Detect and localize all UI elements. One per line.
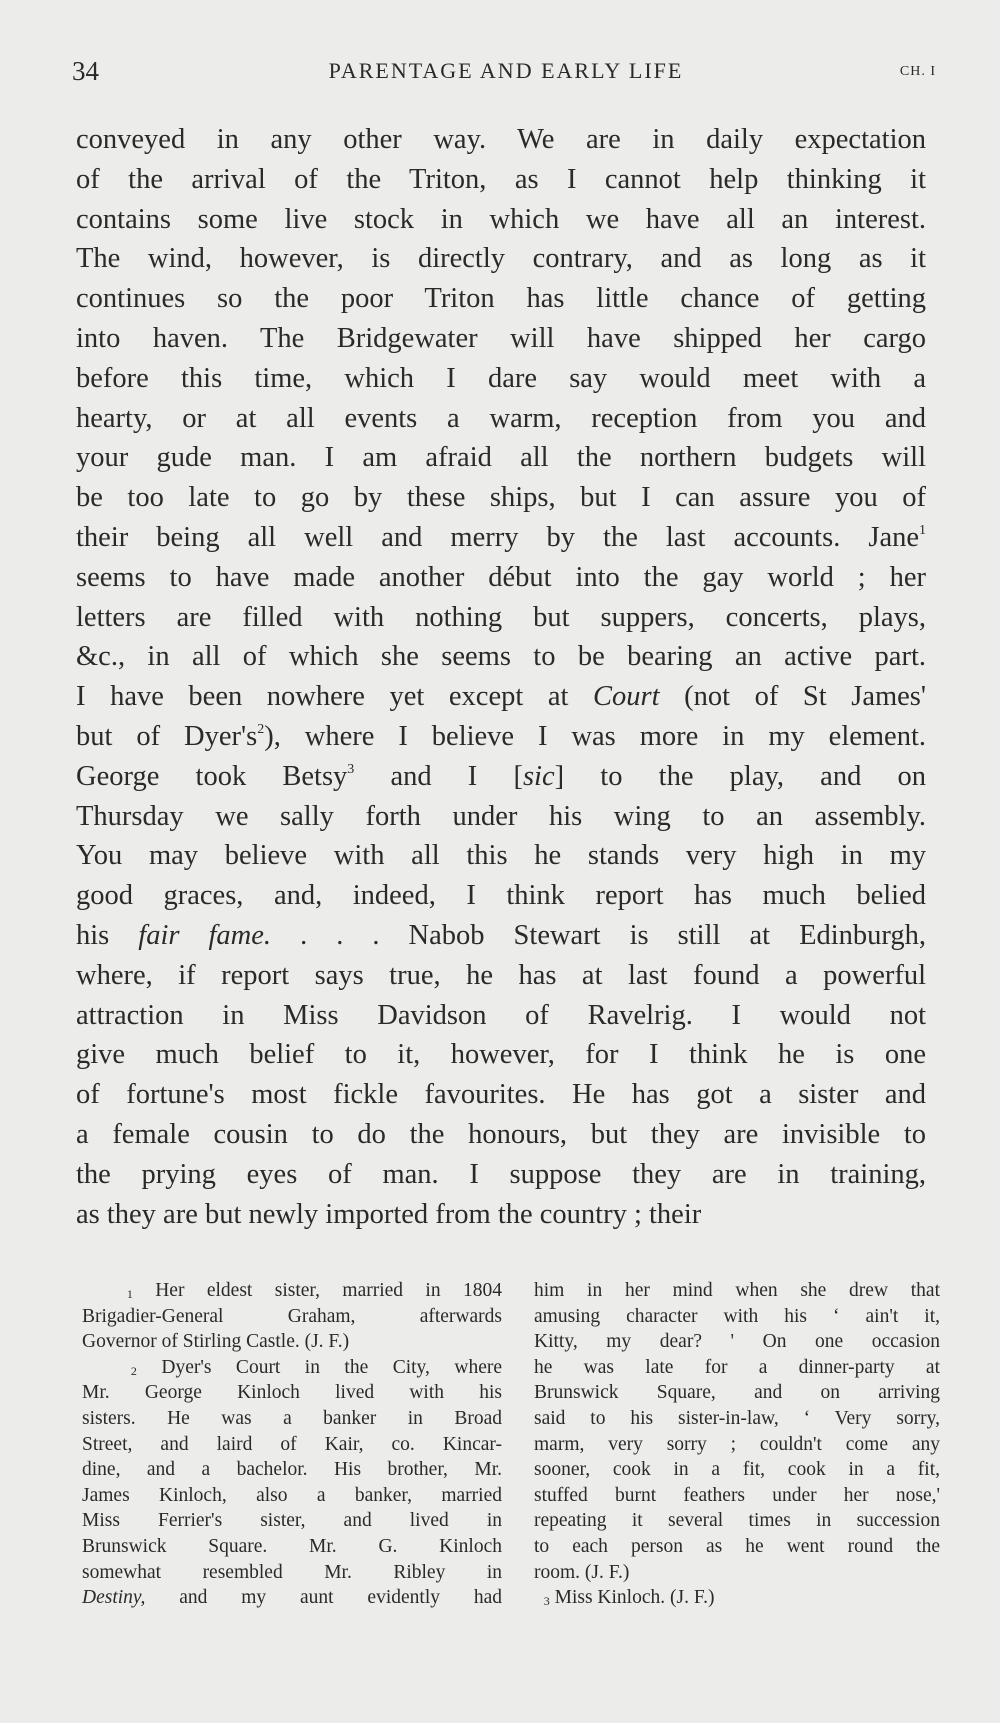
text-line: You may believe with all this he stands very high in my xyxy=(76,840,926,872)
footnote-line xyxy=(82,1355,502,1381)
text-segment: . . . Nabob Stewart is still at Edinburgh, xyxy=(300,919,926,951)
page-header xyxy=(72,54,940,94)
text-segment: but of Dyer's xyxy=(76,720,258,752)
footnote-number: 1 xyxy=(126,1287,133,1301)
text-line xyxy=(76,757,926,797)
footnote-line: amusing character with his ‘ ain't it, xyxy=(534,1305,940,1327)
page-number: 34 xyxy=(72,56,99,86)
footnote-ref-3: 3 xyxy=(347,761,355,777)
text-line: contains some live stock in which we have all an interest. xyxy=(76,203,926,235)
text-line: Thursday we sally forth under his wing to an assembly. xyxy=(76,800,926,832)
footnote-line: sooner, cook in a fit, cook in a fit, xyxy=(534,1459,940,1481)
footnote-line: stuffed burnt feathers under her nose,' xyxy=(534,1484,940,1506)
text-line: be too late to go by these ships, but I can assure you of xyxy=(76,482,926,514)
text-segment: his xyxy=(76,919,110,951)
italic-court: Court xyxy=(592,681,660,713)
text-line xyxy=(76,677,926,717)
footnote-line: Mr. George Kinloch lived with his xyxy=(82,1382,502,1404)
text-segment: their being all well and merry by the last accounts. Jane xyxy=(76,521,919,553)
body-text xyxy=(76,120,926,1234)
footnote-text: Her eldest sister, married in 1804 xyxy=(155,1280,503,1301)
footnote-line xyxy=(534,1585,940,1611)
footnote-line: Brigadier-General Graham, afterwards xyxy=(82,1305,502,1327)
footnote-line: Brunswick Square, and on arriving xyxy=(534,1382,940,1404)
italic-destiny: Destiny, xyxy=(82,1587,146,1609)
text-line xyxy=(76,916,926,956)
text-line: of the arrival of the Triton, as I cannot help thinking it xyxy=(76,163,926,195)
text-line xyxy=(76,717,926,757)
text-line: of fortune's most fickle favourites. He has got a sister and xyxy=(76,1079,926,1111)
footnote-line: to each person as he went round the xyxy=(534,1535,940,1557)
footnote-text: Miss Kinloch. (J. F.) xyxy=(554,1587,715,1609)
footnote-line: sisters. He was a banker in Broad xyxy=(82,1407,502,1429)
footnote-line: room. (J. F.) xyxy=(534,1561,630,1583)
text-segment: (not of St James' xyxy=(684,681,927,713)
text-segment: George took Betsy xyxy=(76,760,348,792)
footnote-line xyxy=(82,1278,502,1304)
text-line: give much belief to it, however, for I think he is one xyxy=(76,1039,926,1071)
text-line: as they are but newly imported from the country ; their xyxy=(76,1198,702,1230)
italic-fair-fame: fair fame. xyxy=(138,919,272,951)
text-line: conveyed in any other way. We are in daily expectation xyxy=(76,124,926,155)
text-line: good graces, and, indeed, I think report has much belied xyxy=(76,880,926,912)
footnote-line: Street, and laird of Kair, co. Kincar- xyxy=(82,1433,502,1455)
text-line: before this time, which I dare say would meet with a xyxy=(76,362,926,394)
footnote-ref-1: 1 xyxy=(919,522,926,538)
footnotes-right-column xyxy=(534,1278,940,1611)
footnote-line: Kitty, my dear? ' On one occasion xyxy=(534,1331,940,1353)
text-line: attraction in Miss Davidson of Ravelrig. I would not xyxy=(76,999,926,1031)
footnote-text: and my aunt evidently had xyxy=(179,1587,502,1609)
text-line: seems to have made another début into the gay world ; her xyxy=(76,561,926,593)
text-line: a female cousin to do the honours, but they are invisible to xyxy=(76,1118,926,1150)
italic-sic: sic xyxy=(522,760,555,792)
footnote-line: repeating it several times in succession xyxy=(534,1510,940,1532)
running-title: PARENTAGE AND EARLY LIFE xyxy=(328,58,684,83)
footnotes-left-column xyxy=(82,1278,502,1611)
footnote-line: dine, and a bachelor. His brother, Mr. xyxy=(82,1459,502,1481)
text-segment: ), where I believe I was more in my element. xyxy=(264,720,927,752)
footnote-line: marm, very sorry ; couldn't come any xyxy=(534,1433,940,1455)
text-line: The wind, however, is directly contrary, and as long as it xyxy=(76,243,926,275)
text-segment: I have been nowhere yet except at xyxy=(76,681,569,713)
footnote-line: Miss Ferrier's sister, and lived in xyxy=(82,1510,502,1532)
footnote-line: Governor of Stirling Castle. (J. F.) xyxy=(82,1331,350,1353)
footnote-line: somewhat resembled Mr. Ribley in xyxy=(82,1561,502,1583)
text-line: letters are filled with nothing but suppers, concerts, plays, xyxy=(76,601,926,633)
footnote-ref-2: 2 xyxy=(257,721,265,737)
footnote-number: 2 xyxy=(130,1363,137,1378)
text-line: into haven. The Bridgewater will have shipped her cargo xyxy=(76,322,926,354)
footnote-line: he was late for a dinner-party at xyxy=(534,1356,940,1378)
text-line: where, if report says true, he has at last found a powerful xyxy=(76,959,926,991)
text-line: &c., in all of which she seems to be bearing an active part. xyxy=(76,641,926,673)
footnote-line: said to his sister-in-law, ‘ Very sorry, xyxy=(534,1407,940,1429)
footnote-line: him in her mind when she drew that xyxy=(534,1280,940,1301)
footnote-line: James Kinloch, also a banker, married xyxy=(82,1484,502,1506)
chapter-mark: CH. I xyxy=(899,64,936,79)
footnote-line: Brunswick Square. Mr. G. Kinloch xyxy=(82,1535,502,1557)
footnote-number: 3 xyxy=(543,1594,550,1609)
text-line: continues so the poor Triton has little chance of getting xyxy=(76,283,926,315)
text-segment: and I [ xyxy=(390,760,523,792)
text-line xyxy=(76,518,926,558)
footnote-line xyxy=(82,1585,502,1611)
footnote-text: Dyer's Court in the City, where xyxy=(161,1356,503,1378)
text-segment: ] to the play, and on xyxy=(554,760,926,792)
text-line: hearty, or at all events a warm, reception from you and xyxy=(76,402,926,434)
text-line: your gude man. I am afraid all the northern budgets will xyxy=(76,442,926,474)
text-line: the prying eyes of man. I suppose they are in training, xyxy=(76,1158,926,1190)
